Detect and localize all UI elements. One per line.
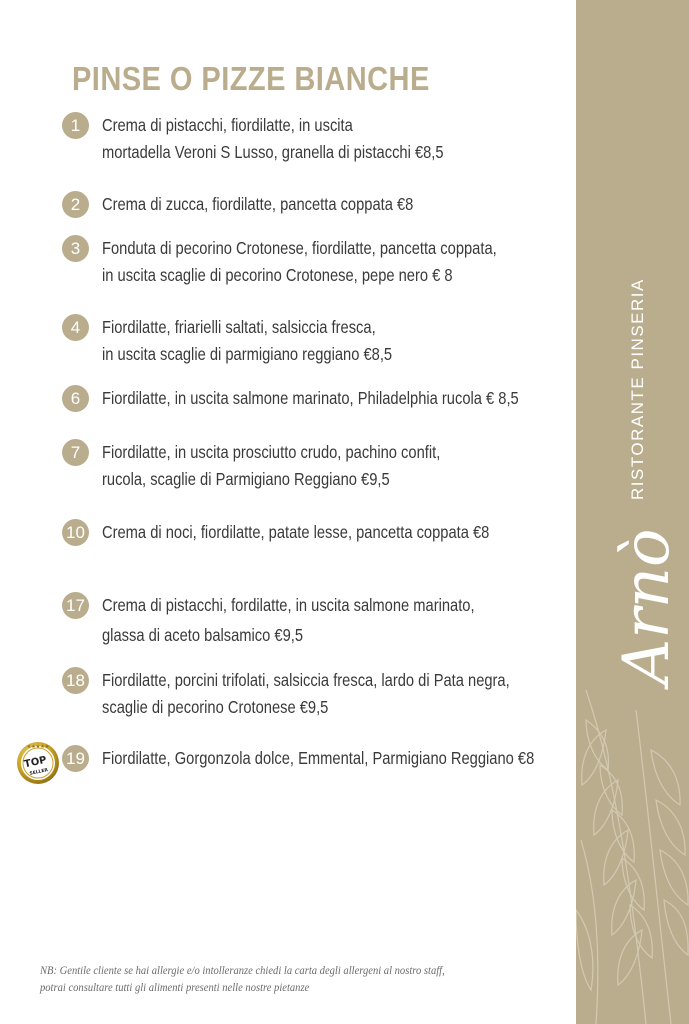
item-line: Fiordilatte, porcini trifolati, salsiccia fresca, lardo di Pata negra,: [102, 670, 510, 690]
item-description: [102, 235, 497, 289]
item-line: in uscita scaglie di parmigiano reggiano €8,5: [102, 344, 393, 364]
item-description: [102, 439, 440, 493]
item-line: Fiordilatte, Gorgonzola dolce, Emmental, Parmigiano Reggiano €8: [102, 748, 535, 768]
item-line: glassa di aceto balsamico €9,5: [102, 625, 304, 645]
item-line: Crema di noci, fiordilatte, patate lesse, pancetta coppata €8: [102, 522, 490, 542]
item-line: Fiordilatte, friarielli saltati, salsiccia fresca,: [102, 317, 376, 337]
item-description: [102, 592, 475, 649]
badge-top-text: TOP: [23, 754, 48, 771]
allergy-note-line: NB: Gentile cliente se hai allergie e/o intolleranze chiedi la carta degli allergeni al nostro staff,: [40, 963, 445, 977]
item-number: 17: [62, 592, 89, 619]
top-seller-badge-icon: [14, 738, 62, 786]
item-description: [102, 191, 413, 218]
item-line: mortadella Veroni S Lusso, granella di pistacchi €8,5: [102, 142, 444, 162]
item-line: Fonduta di pecorino Crotonese, fiordilatte, pancetta coppata,: [102, 238, 497, 258]
allergy-note-line: potrai consultare tutti gli alimenti presenti nelle nostre pietanze: [40, 980, 310, 994]
item-number: 3: [62, 235, 89, 262]
item-description: [102, 385, 519, 412]
item-description: [102, 745, 534, 772]
item-number: 1: [62, 112, 89, 139]
item-number: 7: [62, 439, 89, 466]
allergy-note: [40, 962, 445, 996]
brand-logo: Arnò: [610, 528, 684, 685]
item-line: rucola, scaglie di Parmigiano Reggiano €9,5: [102, 469, 390, 489]
item-line: Fiordilatte, in uscita prosciutto crudo, pachino confit,: [102, 442, 441, 462]
item-line: in uscita scaglie di pecorino Crotonese, pepe nero € 8: [102, 265, 453, 285]
item-line: Fiordilatte, in uscita salmone marinato, Philadelphia rucola € 8,5: [102, 388, 519, 408]
menu-section-title: PINSE O PIZZE BIANCHE: [72, 60, 430, 97]
item-description: [102, 314, 392, 368]
svg-text:★★★★★: ★★★★★: [26, 744, 50, 750]
item-description: [102, 112, 444, 166]
item-line: Crema di pistacchi, fordilatte, in uscita salmone marinato,: [102, 595, 475, 615]
item-number: 6: [62, 385, 89, 412]
item-number: 18: [62, 667, 89, 694]
badge-seller-text: SELLER: [29, 768, 49, 777]
item-number: 4: [62, 314, 89, 341]
brand-sidebar: [576, 0, 689, 1024]
item-line: scaglie di pecorino Crotonese €9,5: [102, 697, 329, 717]
item-line: Crema di pistacchi, fiordilatte, in uscita: [102, 115, 353, 135]
item-line: Crema di zucca, fiordilatte, pancetta coppata €8: [102, 194, 414, 214]
item-description: [102, 519, 489, 546]
brand-subtitle: RISTORANTE PINSERIA: [628, 278, 647, 500]
item-number: 19: [62, 745, 89, 772]
item-number: 2: [62, 191, 89, 218]
item-description: [102, 667, 510, 721]
wheat-decoration-icon: [576, 690, 689, 1024]
item-number: 10: [62, 519, 89, 546]
